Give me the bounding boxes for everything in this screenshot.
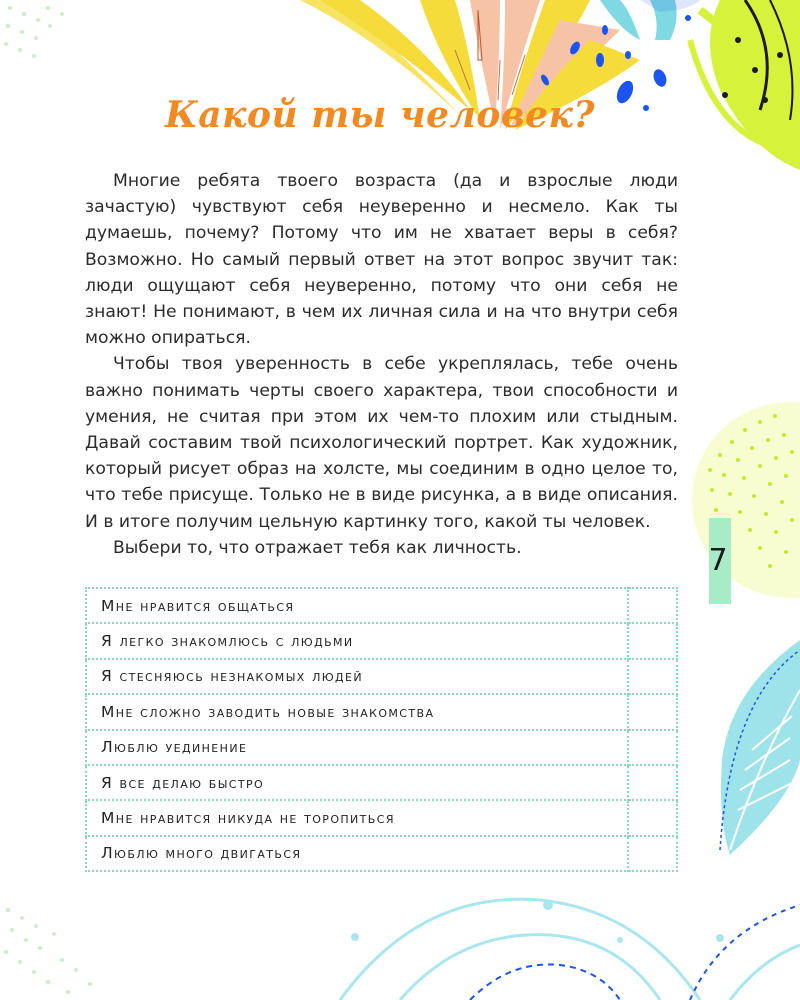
choice-checkbox[interactable] [628, 730, 677, 765]
choice-label: Мне сложно заводить новые знакомства [86, 694, 628, 729]
paragraph: Чтобы твоя уверенность в себе укреплялась, тебе очень важно понимать черты своего характера, твои способности и умения, не считая при этом их чем-то плохим или стыдным. Давай составим твой психологический портрет. Как художник, который рисует образ на холсте, мы соединим в одно целое то, что тебе присуще. Только не в виде рисунка, а в виде описания. И в итоге получим цельную картинку того, какой ты человек. [85, 354, 678, 532]
choice-label: Люблю много двигаться [86, 836, 628, 871]
table-row [86, 659, 677, 694]
choice-label: Я легко знакомлюсь с людьми [86, 623, 628, 658]
choice-checkbox[interactable] [628, 800, 677, 835]
choice-label: Я стесняюсь незнакомых людей [86, 659, 628, 694]
page-title: Какой ты человек? [165, 94, 595, 136]
table-row [86, 730, 677, 765]
choice-label: Я все делаю быстро [86, 765, 628, 800]
body-text [85, 168, 678, 561]
table-row [86, 765, 677, 800]
page-number: 7 [708, 543, 728, 578]
choice-label: Мне нравится общаться [86, 588, 628, 623]
choice-checkbox[interactable] [628, 659, 677, 694]
table-row [86, 836, 677, 871]
table-row [86, 623, 677, 658]
choice-checkbox[interactable] [628, 694, 677, 729]
green-dots-bottom-left [4, 908, 92, 994]
table-row [86, 800, 677, 835]
teal-swirl [340, 899, 800, 1000]
table-row [86, 588, 677, 623]
green-dots-top-left [4, 6, 64, 58]
choice-label: Мне нравится никуда не торопиться [86, 800, 628, 835]
teal-leaf [720, 640, 800, 855]
choice-label: Люблю уединение [86, 730, 628, 765]
choice-table [85, 587, 678, 872]
paragraph: Многие ребята твоего возраста (да и взрослые люди зачастую) чувствуют себя неуверенно и несмело. Как ты думаешь, почему? Потому что им не хватает веры в себя? Возможно. Но самый первый ответ на этот вопрос звучит так: люди ощущают себя неуверенно, потому что они себя не знают! Не понимают, в чем их личная сила и на что внутри себя можно опираться. [85, 171, 678, 349]
paragraph: Выбери то, что отражает тебя как личность. [113, 537, 522, 558]
table-row [86, 694, 677, 729]
choice-checkbox[interactable] [628, 623, 677, 658]
choice-checkbox[interactable] [628, 588, 677, 623]
choice-checkbox[interactable] [628, 765, 677, 800]
lime-circle [690, 0, 800, 170]
choice-checkbox[interactable] [628, 836, 677, 871]
